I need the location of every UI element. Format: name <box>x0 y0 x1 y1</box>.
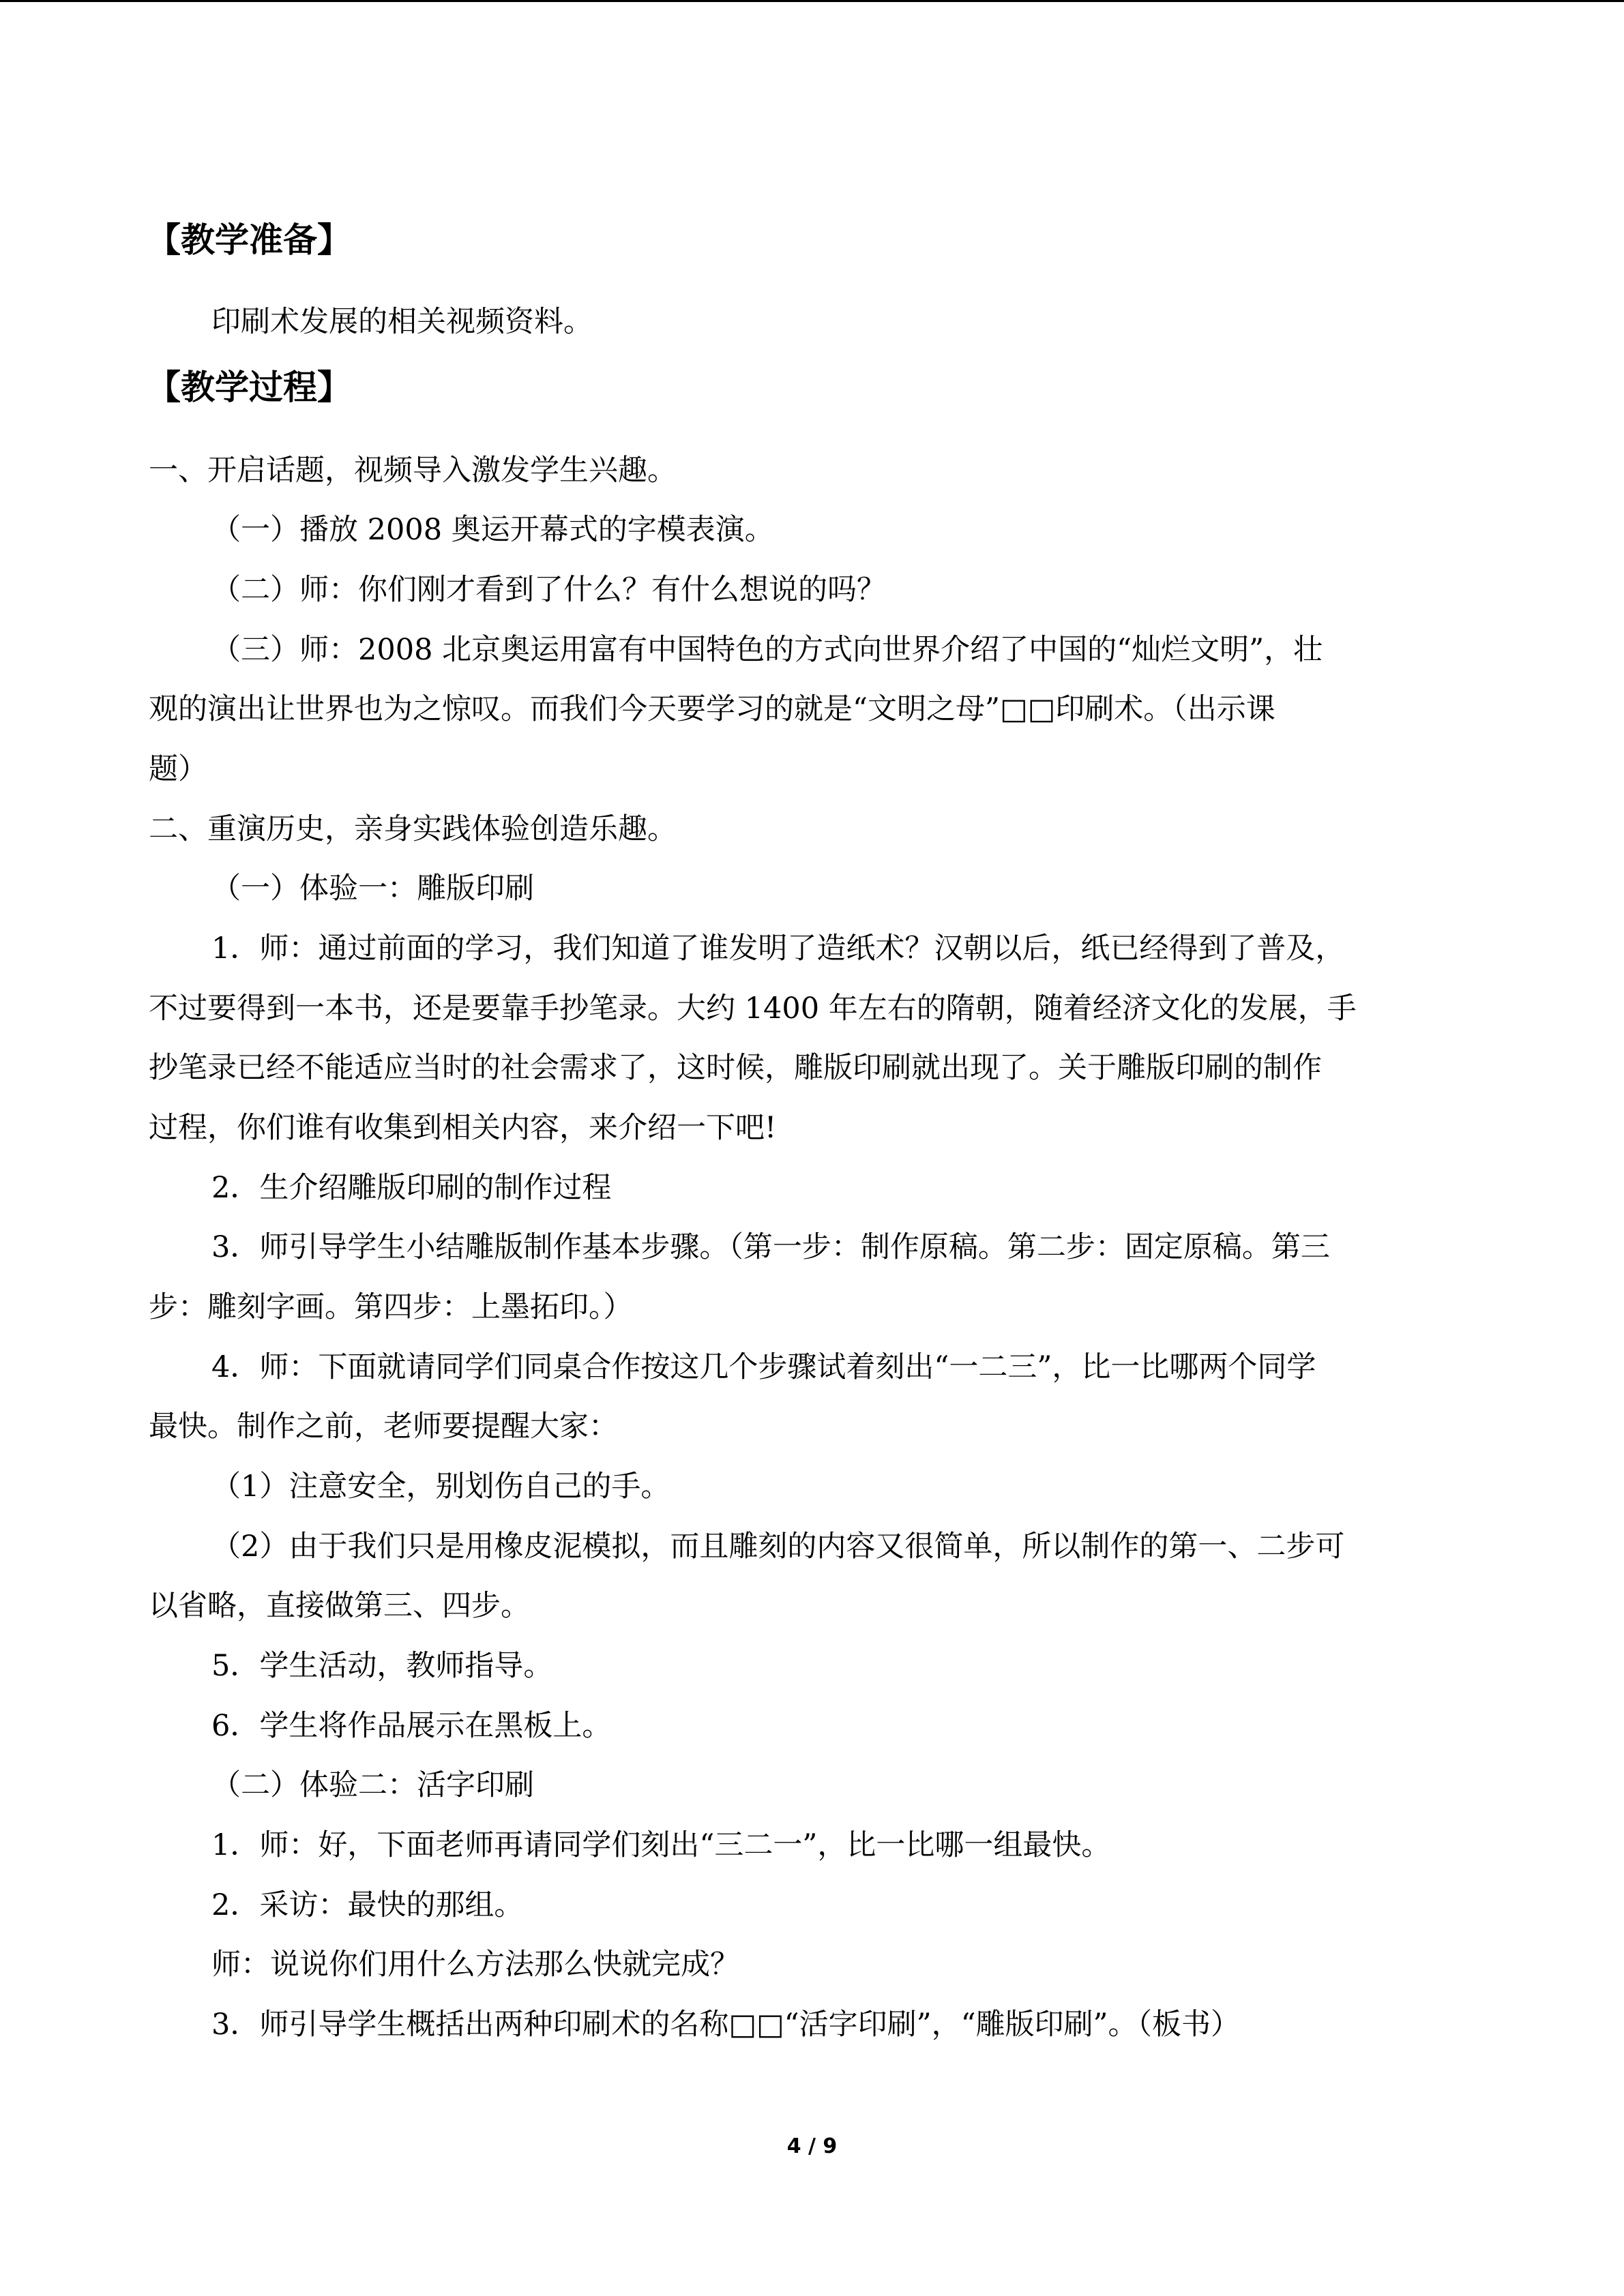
paragraph2: 2．生介绍雕版印刷的制作过程 <box>211 1171 612 1205</box>
heading-teaching-process: 【教学过程】 <box>147 367 351 407</box>
heading-teaching-preparation: 【教学准备】 <box>147 220 351 260</box>
part1-item2: （二）师：你们刚才看到了什么？有什么想说的吗？ <box>211 573 886 607</box>
part2-title: 二、重演历史，亲身实践体验创造乐趣。 <box>149 812 677 846</box>
safety-note-2-line2: 以省略，直接做第三、四步。 <box>149 1589 530 1623</box>
paragraph4-line2: 最快。制作之前，老师要提醒大家： <box>149 1410 618 1444</box>
experience1-title: （一）体验一：雕版印刷 <box>211 871 534 906</box>
paragraph4-line1: 4．师：下面就请同学们同桌合作按这几个步骤试着刻出“一二三”，比一比哪两个同学 <box>211 1350 1316 1384</box>
experience2-item1: 1．师：好，下面老师再请同学们刻出“三二一”，比一比哪一组最快。 <box>211 1828 1111 1862</box>
paragraph6: 6．学生将作品展示在黑板上。 <box>211 1709 612 1743</box>
paragraph1-line3: 抄笔录已经不能适应当时的社会需求了，这时候，雕版印刷就出现了。关于雕版印刷的制作 <box>149 1051 1322 1085</box>
part1-item3-line1: （三）师：2008 北京奥运用富有中国特色的方式向世界介绍了中国的“灿烂文明”，壮 <box>211 633 1323 667</box>
experience2-item2: 2．采访：最快的那组。 <box>211 1888 524 1922</box>
experience2-title: （二）体验二：活字印刷 <box>211 1768 534 1802</box>
teacher-question: 师：说说你们用什么方法那么快就完成？ <box>211 1948 739 1982</box>
experience2-item3: 3．师引导学生概括出两种印刷术的名称□□“活字印刷”，“雕版印刷”。（板书） <box>211 2008 1241 2042</box>
safety-note-2-line1: （2）由于我们只是用橡皮泥模拟，而且雕刻的内容又很简单，所以制作的第一、二步可 <box>211 1530 1345 1564</box>
part1-item1: （一）播放 2008 奥运开幕式的字模表演。 <box>211 513 774 547</box>
paragraph1-line4: 过程，你们谁有收集到相关内容，来介绍一下吧! <box>149 1111 777 1145</box>
paragraph1-line2: 不过要得到一本书，还是要靠手抄笔录。大约 1400 年左右的隋朝，随着经济文化的发展，手 <box>149 992 1357 1026</box>
paragraph3-line1: 3．师引导学生小结雕版制作基本步骤。（第一步：制作原稿。第二步：固定原稿。第三 <box>211 1230 1330 1264</box>
part1-item3-line3: 题） <box>149 752 207 786</box>
part1-item3-line2: 观的演出让世界也为之惊叹。而我们今天要学习的就是“文明之母”□□印刷术。（出示课 <box>149 692 1275 726</box>
safety-note-1: （1）注意安全，别划伤自己的手。 <box>211 1470 670 1504</box>
part1-title: 一、开启话题，视频导入激发学生兴趣。 <box>149 453 677 488</box>
paragraph1-line1: 1．师：通过前面的学习，我们知道了谁发明了造纸术？汉朝以后，纸已经得到了普及， <box>211 931 1345 966</box>
page-number: 4 / 9 <box>786 2134 838 2158</box>
top-border-line <box>0 0 1624 2</box>
paragraph5: 5．学生活动，教师指导。 <box>211 1649 553 1683</box>
paragraph3-line2: 步：雕刻字画。第四步：上墨拓印。） <box>149 1290 633 1324</box>
preparation-text: 印刷术发展的相关视频资料。 <box>211 305 593 339</box>
